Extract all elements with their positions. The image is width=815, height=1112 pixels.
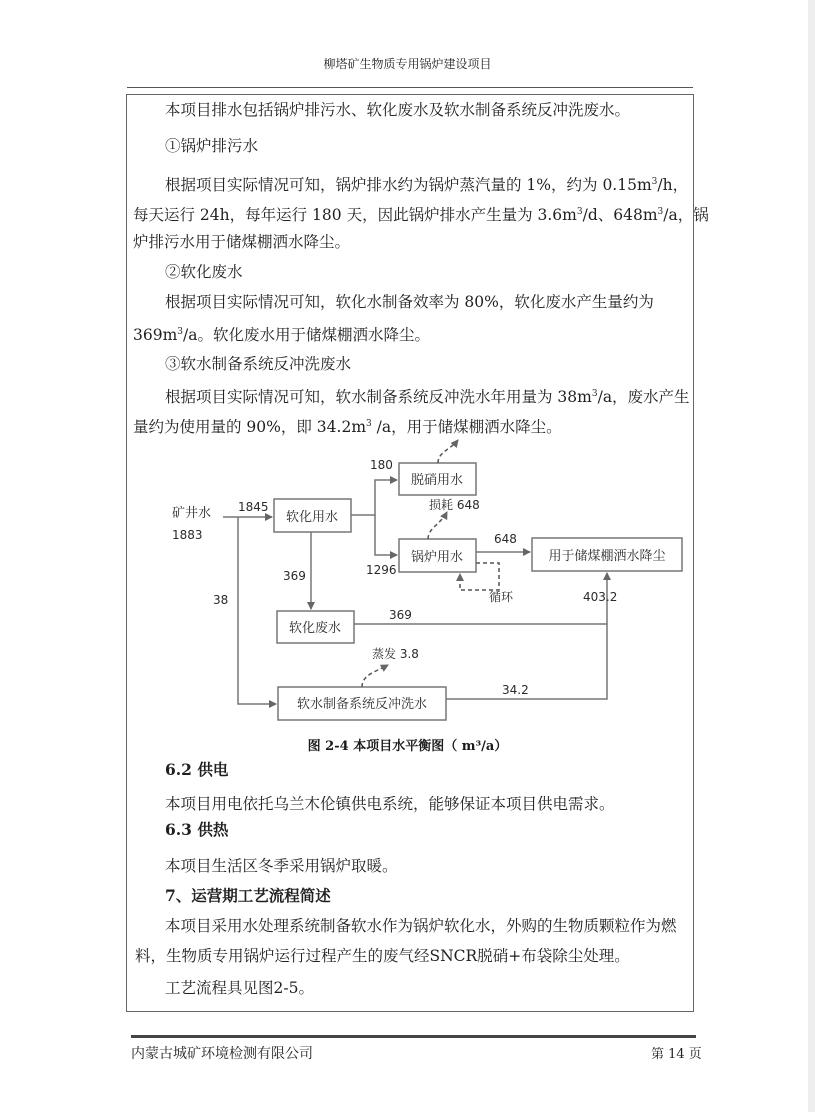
flow-to-backwash — [238, 517, 276, 704]
label-waste-to-dust: 369 — [389, 608, 412, 622]
text: /a，锅 — [663, 206, 709, 224]
label-source-value: 1883 — [172, 528, 203, 542]
figure-caption: 图 2-4 本项目水平衡图（ m³/a） — [307, 739, 508, 754]
section-6-3-title: 6.3 供热 — [165, 820, 229, 839]
section-7-line-3: 工艺流程具见图2-5。 — [165, 979, 314, 997]
section-6-2-title: 6.2 供电 — [165, 760, 229, 779]
node-softening: 软化用水 — [285, 510, 339, 525]
flow-to-denitration — [351, 480, 397, 515]
text: 根据项目实际情况可知，锅炉排水约为锅炉蒸汽量的 1%，约为 0.15m — [165, 176, 652, 194]
node-source: 矿井水 — [172, 506, 212, 521]
label-backwash-to-dust: 34.2 — [502, 683, 529, 697]
text: /d、648m — [582, 206, 658, 224]
intro-paragraph: 本项目排水包括锅炉排污水、软化废水及软水制备系统反冲洗废水。 — [165, 101, 631, 119]
label-to-boiler: 1296 — [366, 563, 397, 577]
label-boiler-loss: 损耗 648 — [429, 498, 480, 512]
label-boiler-to-dust: 648 — [494, 532, 517, 546]
header-title: 柳塔矿生物质专用锅炉建设项目 — [323, 57, 492, 71]
label-to-backwash: 38 — [213, 593, 229, 607]
node-boiler: 锅炉用水 — [410, 550, 464, 565]
section-7-title: 7、运营期工艺流程简述 — [165, 886, 331, 905]
node-dust: 用于储煤棚洒水降尘 — [548, 549, 666, 564]
node-soft-waste: 软化废水 — [288, 621, 342, 636]
text: /a，用于储煤棚洒水降尘。 — [371, 418, 562, 436]
text: 量约为使用量的 90%，即 34.2m — [133, 418, 367, 436]
label-to-denitration: 180 — [370, 458, 393, 472]
denitration-loss-flow — [438, 440, 458, 463]
text: 每天运行 24h，每年运行 180 天，因此锅炉排水产生量为 3.6m — [133, 206, 577, 224]
label-cycle: 循环 — [489, 590, 514, 604]
evaporation-flow — [362, 665, 388, 687]
flow-to-boiler — [375, 515, 397, 555]
label-dust-total: 403.2 — [583, 590, 618, 604]
section-2-title: ②软化废水 — [165, 263, 243, 281]
footer-company: 内蒙古城矿环境检测有限公司 — [131, 1046, 313, 1062]
text: 369m — [133, 326, 178, 344]
section-6-3-text: 本项目生活区冬季采用锅炉取暖。 — [165, 857, 398, 875]
section-3-title: ③软水制备系统反冲洗废水 — [165, 355, 352, 373]
text: /h， — [657, 176, 689, 194]
footer-page-number: 第 14 页 — [651, 1047, 702, 1062]
label-to-softening: 1845 — [238, 500, 269, 514]
node-backwash: 软水制备系统反冲洗水 — [296, 697, 428, 712]
boiler-cycle-flow — [460, 563, 499, 590]
superscript: 3 — [177, 327, 184, 337]
section-7-line-1: 本项目采用水处理系统制备软水作为锅炉软化水，外购的生物质颗粒作为燃 — [165, 917, 677, 935]
s2-line-1: 根据项目实际情况可知，软化水制备效率为 80%，软化废水产生量约为 — [165, 293, 654, 311]
s1-line-3: 炉排污水用于储煤棚洒水降尘。 — [133, 233, 351, 251]
superscript: 3 — [591, 389, 598, 399]
boiler-loss-flow — [428, 512, 447, 539]
section-7-line-2: 料，生物质专用锅炉运行过程产生的废气经SNCR脱硝+布袋除尘处理。 — [135, 947, 630, 965]
text: /a。软化废水用于储煤棚洒水降尘。 — [183, 326, 430, 344]
text: 根据项目实际情况可知，软水制备系统反冲洗水年用量为 38m — [165, 388, 592, 406]
label-evaporation: 蒸发 3.8 — [372, 647, 419, 661]
footer-rule — [131, 1035, 696, 1038]
section-1-title: ①锅炉排污水 — [165, 137, 259, 155]
superscript: 3 — [366, 419, 372, 429]
superscript: 3 — [651, 177, 658, 187]
section-6-2-text: 本项目用电依托乌兰木伦镇供电系统，能够保证本项目供电需求。 — [165, 795, 615, 813]
text: /a，废水产生 — [597, 388, 690, 406]
node-denitration: 脱硝用水 — [410, 473, 464, 488]
superscript: 3 — [657, 207, 664, 217]
superscript: 3 — [576, 207, 583, 217]
label-softening-to-waste: 369 — [283, 569, 306, 583]
